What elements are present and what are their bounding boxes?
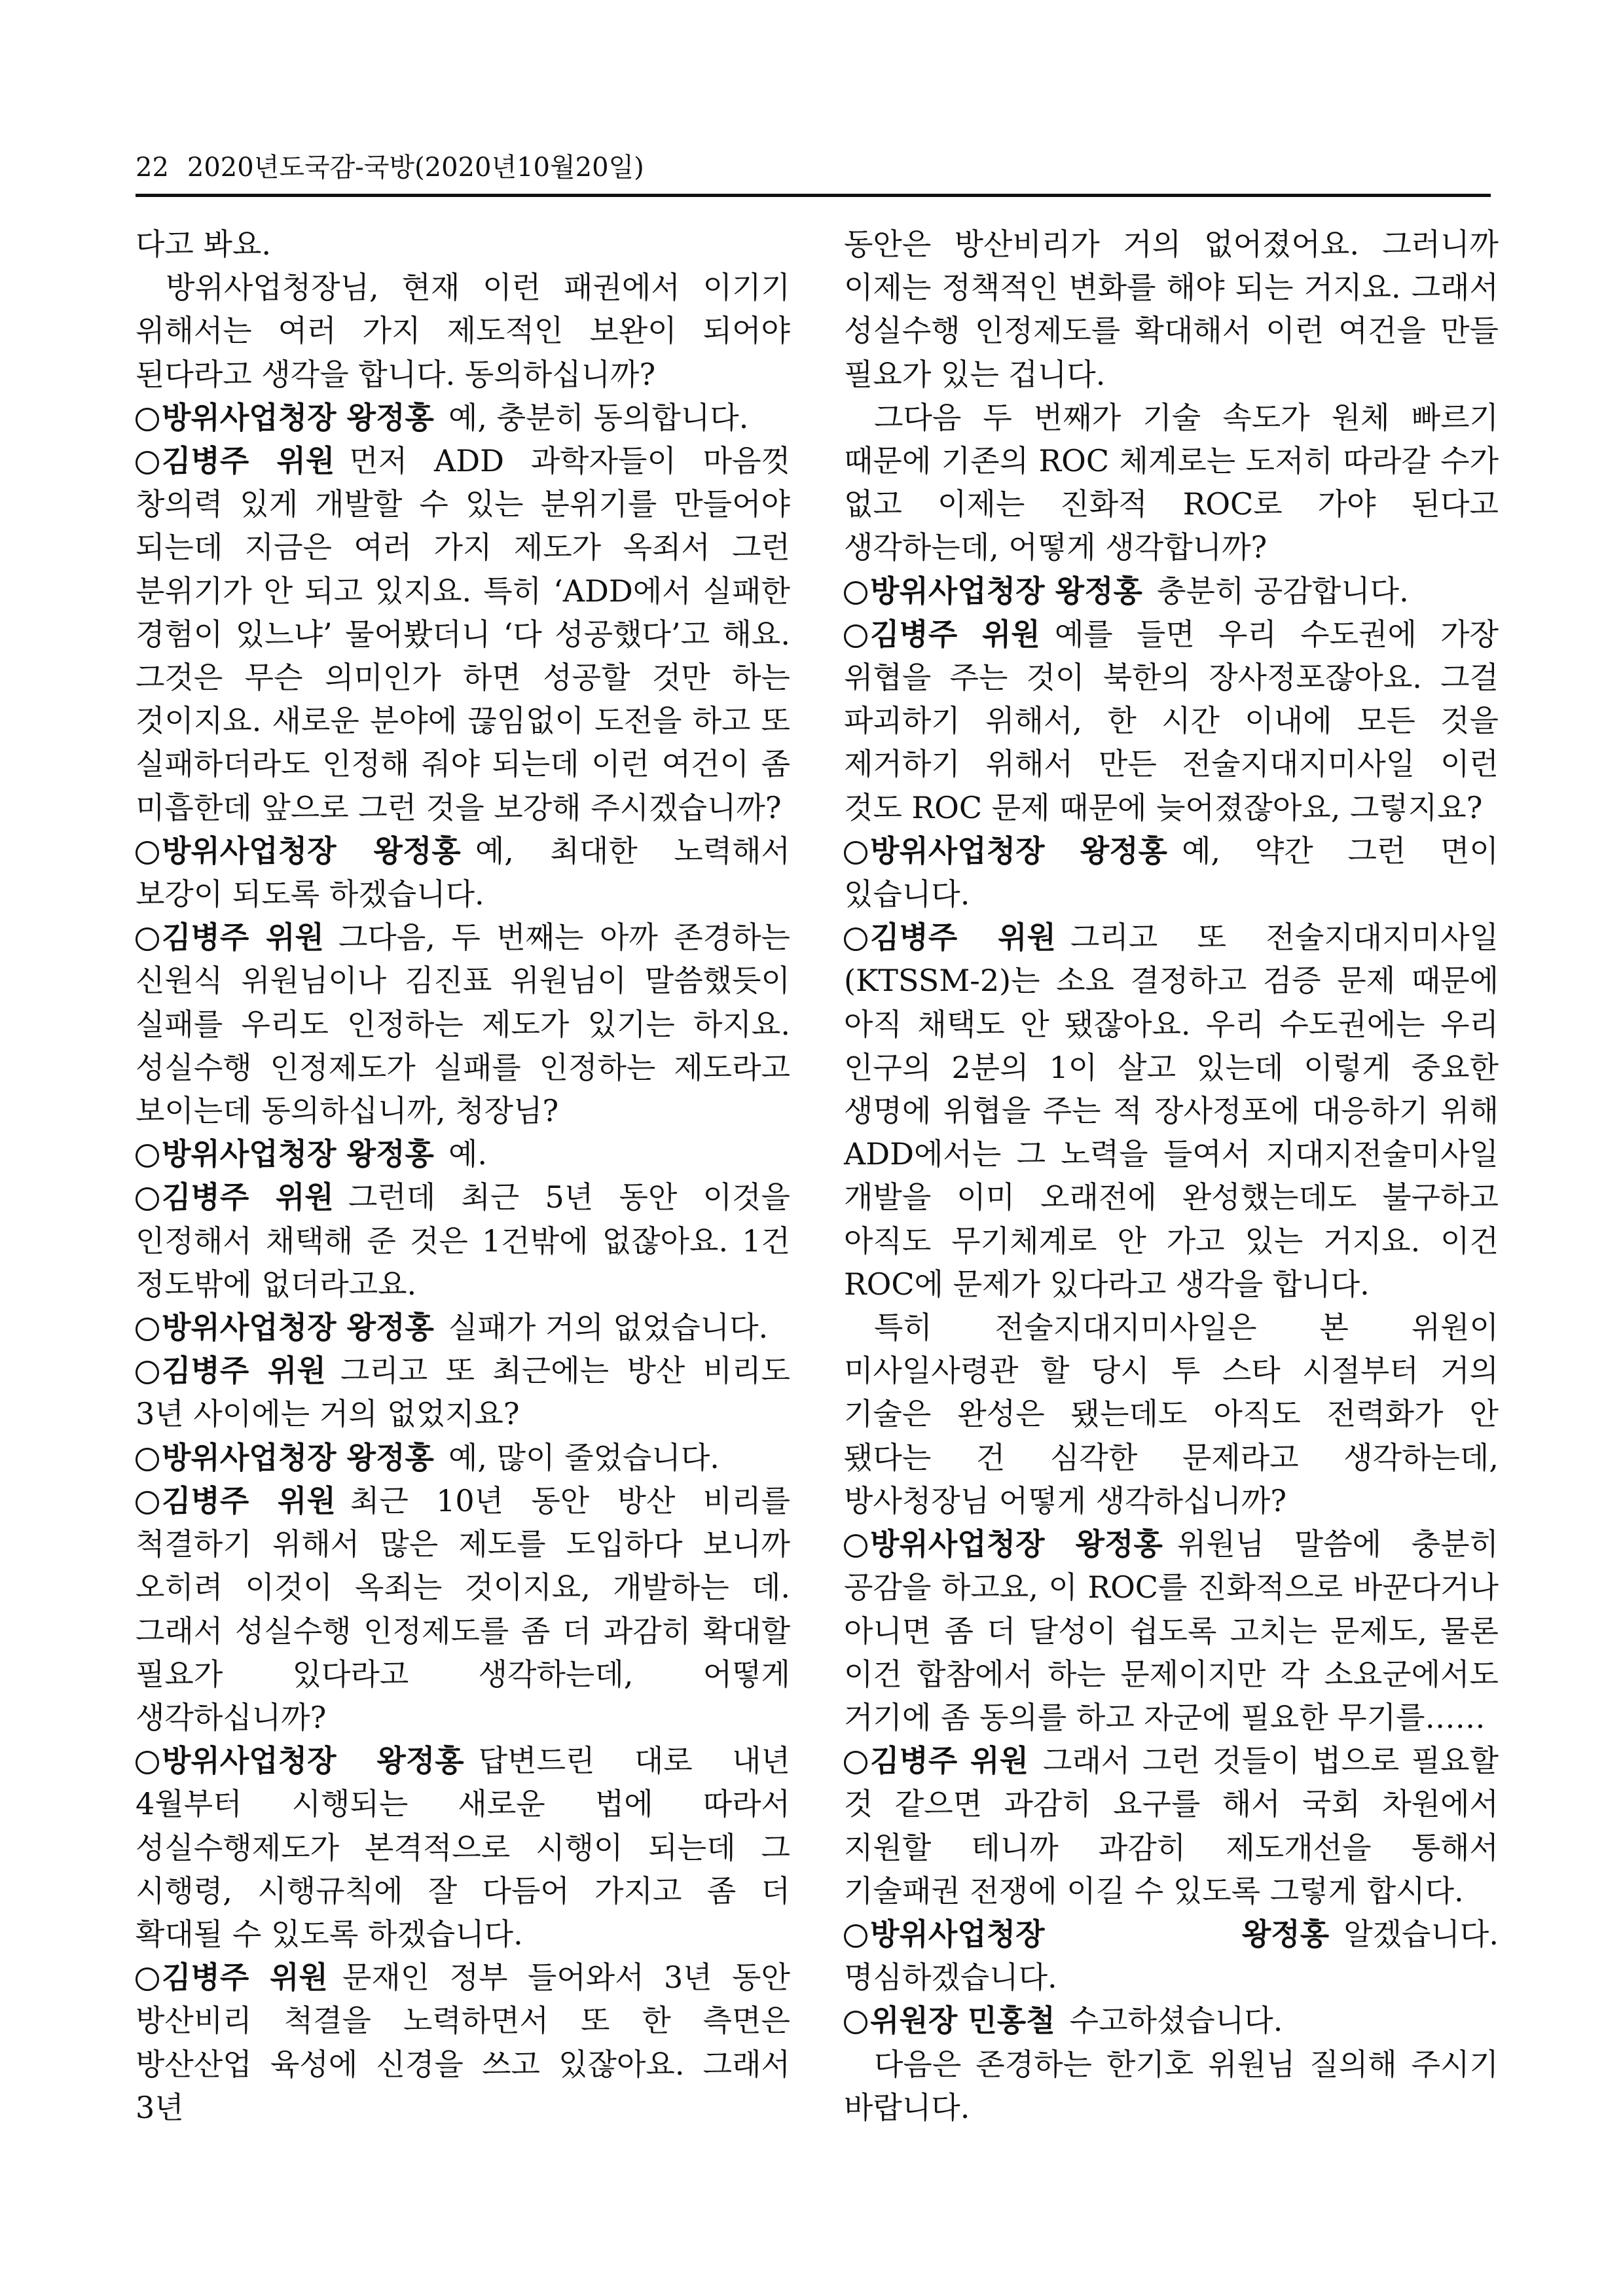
speech-paragraph	[844, 569, 1499, 613]
paragraph-text: 다고 봐요.	[136, 226, 271, 262]
header-divider	[136, 194, 1491, 197]
body-paragraph	[844, 1306, 1499, 1522]
speech-paragraph	[844, 829, 1499, 916]
speech-paragraph	[844, 1912, 1499, 1999]
left-column	[136, 223, 790, 2129]
speaker-circle-mark	[136, 451, 159, 475]
speaker-name: 방위사업청장 왕정홍	[870, 833, 1168, 869]
paragraph-text: 충분히 공감합니다.	[1156, 573, 1409, 609]
speech-paragraph	[136, 916, 790, 1132]
speaker-name: 김병주 위원	[162, 1179, 334, 1215]
right-column	[844, 223, 1499, 2129]
paragraph-text: 알겠습니다. 명심하겠습니다.	[844, 1916, 1499, 1996]
header-title: 2020년도국감-국방(2020년10월20일)	[187, 152, 644, 183]
paragraph-text: 예.	[448, 1136, 488, 1172]
speaker-name: 방위사업청장 왕정홍	[162, 1136, 434, 1172]
speaker-name: 방위사업청장 왕정홍	[162, 1310, 434, 1346]
speech-paragraph	[136, 396, 790, 439]
paragraph-text: 동안은 방산비리가 거의 없어졌어요. 그러니까 이제는 정책적인 변화를 해야 되는 거지요. 그래서 성실수행 인정제도를 확대해서 이런 여건을 만들 필요가 있는 겁니다.	[844, 226, 1499, 392]
speaker-circle-mark	[136, 927, 159, 951]
paragraph-text: 특히 전술지대지미사일은 본 위원이 미사일사령관 할 당시 투 스타 시절부터 거의 기술은 완성은 됐는데도 아직도 전력화가 안 됐다는 건 심각한 문제라고 생각하는데, 방사청장님 어떻게 생각하십니까?	[844, 1310, 1499, 1518]
speaker-name: 위원장 민홍철	[870, 2003, 1055, 2039]
speaker-circle-mark	[844, 581, 867, 605]
paragraph-text: 그래서 그런 것들이 법으로 필요할 것 같으면 과감히 요구를 해서 국회 차원에서 지원할 테니까 과감히 제도개선을 통해서 기술패권 전쟁에 이길 수 있도록 그렇게 합시다.	[844, 1743, 1499, 1909]
speaker-circle-mark	[136, 1448, 159, 1471]
speaker-circle-mark	[136, 1144, 159, 1168]
body-paragraph	[844, 396, 1499, 569]
speaker-circle-mark	[136, 1187, 159, 1211]
paragraph-text: 실패가 거의 없었습니다.	[448, 1310, 769, 1346]
paragraph-text: 다음은 존경하는 한기호 위원님 질의해 주시기 바랍니다.	[844, 2046, 1499, 2125]
speech-paragraph	[136, 1306, 790, 1349]
speaker-circle-mark	[136, 841, 159, 865]
speech-paragraph	[136, 1349, 790, 1435]
body-paragraph	[844, 2043, 1499, 2129]
speaker-name: 김병주 위원	[162, 920, 324, 956]
paragraph-text: 위원님 말씀에 충분히 공감을 하고요, 이 ROC를 진화적으로 바꾼다거나 아니면 좀 더 달성이 쉽도록 고치는 문제도, 물론 이건 합참에서 하는 문제이지만 각 소요군에서도 거기에 좀 동의를 하고 자군에 필요한 무기를……	[844, 1526, 1499, 1735]
speaker-circle-mark	[136, 1491, 159, 1515]
speaker-circle-mark	[844, 2011, 867, 2034]
speaker-circle-mark	[844, 1534, 867, 1558]
speech-paragraph	[136, 1956, 790, 2129]
speech-paragraph	[844, 613, 1499, 829]
paragraph-text: 수고하셨습니다.	[1069, 2003, 1283, 2039]
speaker-name: 방위사업청장 왕정홍	[870, 573, 1142, 609]
speaker-circle-mark	[136, 408, 159, 431]
speech-paragraph	[136, 1132, 790, 1175]
speaker-name: 김병주 위원	[162, 1482, 336, 1518]
speech-paragraph	[136, 1739, 790, 1956]
speaker-name: 김병주 위원	[162, 1353, 326, 1389]
paragraph-text: 그다음 두 번째가 기술 속도가 원체 빠르기 때문에 기존의 ROC 체계로는 도저히 따라갈 수가 없고 이제는 진화적 ROC로 가야 된다고 생각하는데, 어떻게 생각합니까?	[844, 399, 1499, 565]
speaker-circle-mark	[844, 927, 867, 951]
paragraph-text: 예를 들면 우리 수도권에 가장 위협을 주는 것이 북한의 장사정포잖아요. 그걸 파괴하기 위해서, 한 시간 이내에 모든 것을 제거하기 위해서 만든 전술지대지미사일 이런 것도 ROC 문제 때문에 늦어졌잖아요, 그렇지요?	[844, 616, 1499, 825]
paragraph-text: 예, 약간 그런 면이 있습니다.	[844, 833, 1499, 912]
page-header	[136, 149, 1491, 186]
speaker-name: 방위사업청장 왕정홍	[162, 1439, 434, 1475]
speech-paragraph	[844, 1522, 1499, 1739]
speaker-name: 김병주 위원	[162, 1960, 328, 1996]
speech-paragraph	[136, 439, 790, 829]
paragraph-text: 답변드린 대로 내년 4월부터 시행되는 새로운 법에 따라서 성실수행제도가 본격적으로 시행이 되는데 그 시행령, 시행규칙에 잘 다듬어 가지고 좀 더 확대될 수 있도록 하겠습니다.	[136, 1743, 790, 1952]
paragraph-text: 최근 10년 동안 방산 비리를 척결하기 위해서 많은 제도를 도입하다 보니까 오히려 이것이 옥죄는 것이지요, 개발하는 데. 그래서 성실수행 인정제도를 좀 더 과감히 확대할 필요가 있다라고 생각하는데, 어떻게 생각하십니까?	[136, 1482, 790, 1735]
speech-paragraph	[844, 1739, 1499, 1912]
speaker-circle-mark	[844, 624, 867, 648]
paragraph-text: 그리고 또 최근에는 방산 비리도 3년 사이에는 거의 없었지요?	[136, 1353, 790, 1432]
speaker-circle-mark	[136, 1318, 159, 1341]
speech-paragraph	[844, 1999, 1499, 2042]
speaker-name: 방위사업청장 왕정홍	[162, 1743, 464, 1779]
body-paragraph	[136, 223, 790, 266]
speaker-circle-mark	[136, 1967, 159, 1991]
speaker-circle-mark	[136, 1751, 159, 1774]
speech-paragraph	[136, 829, 790, 916]
speaker-name: 김병주 위원	[870, 1743, 1029, 1779]
speaker-circle-mark	[844, 1751, 867, 1774]
paragraph-text: 먼저 ADD 과학자들이 마음껏 창의력 있게 개발할 수 있는 분위기를 만들어야 되는데 지금은 여러 가지 제도가 옥죄서 그런 분위기가 안 되고 있지요. 특히 ‘ADD에서 실패한 경험이 있느냐’ 물어봤더니 ‘다 성공했다’고 해요. 그것은 무슨 의미인가 하면 성공할 것만 하는 것이지요. 새로운 분야에 끊임없이 도전을 하고 또 실패하더라도 인정해 줘야 되는데 이런 여건이 좀 미흡한데 앞으로 그런 것을 보강해 주시겠습니까?	[136, 443, 790, 825]
speaker-name: 방위사업청장 왕정홍	[162, 833, 461, 869]
paragraph-text: 그런데 최근 5년 동안 이것을 인정해서 채택해 준 것은 1건밖에 없잖아요. 1건 정도밖에 없더라고요.	[136, 1179, 790, 1302]
speech-paragraph	[136, 1175, 790, 1306]
paragraph-text: 그리고 또 전술지대지미사일(KTSSM-2)는 소요 결정하고 검증 문제 때문에 아직 채택도 안 됐잖아요. 우리 수도권에는 우리 인구의 2분의 1이 살고 있는데 이렇게 중요한 생명에 위협을 주는 적 장사정포에 대응하기 위해 ADD에서는 그 노력을 들여서 지대지전술미사일 개발을 이미 오래전에 완성했는데도 불구하고 아직도 무기체계로 안 가고 있는 거지요. 이건 ROC에 문제가 있다라고 생각을 합니다.	[844, 920, 1499, 1302]
paragraph-text: 그다음, 두 번째는 아까 존경하는 신원식 위원님이나 김진표 위원님이 말씀했듯이 실패를 우리도 인정하는 제도가 있기는 하지요. 성실수행 인정제도가 실패를 인정하는 제도라고 보이는데 동의하십니까, 청장님?	[136, 920, 790, 1129]
speaker-name: 방위사업청장 왕정홍	[870, 1526, 1163, 1562]
speaker-name: 김병주 위원	[162, 443, 335, 479]
paragraph-text: 예, 최대한 노력해서 보강이 되도록 하겠습니다.	[136, 833, 790, 912]
speaker-circle-mark	[844, 841, 867, 865]
speaker-name: 김병주 위원	[870, 616, 1040, 652]
speaker-name: 방위사업청장 왕정홍	[870, 1916, 1330, 1952]
paragraph-text: 예, 충분히 동의합니다.	[448, 399, 749, 435]
speech-paragraph	[844, 916, 1499, 1306]
speaker-circle-mark	[136, 1361, 159, 1384]
paragraph-text: 방위사업청장님, 현재 이런 패권에서 이기기 위해서는 여러 가지 제도적인 보완이 되어야 된다라고 생각을 합니다. 동의하십니까?	[136, 270, 790, 392]
speaker-name: 방위사업청장 왕정홍	[162, 399, 434, 435]
body-paragraph	[136, 266, 790, 396]
page-number: 22	[136, 152, 169, 183]
paragraph-text: 문재인 정부 들어와서 3년 동안 방산비리 척결을 노력하면서 또 한 측면은 방산산업 육성에 신경을 쓰고 있잖아요. 그래서 3년	[136, 1960, 790, 2125]
speech-paragraph	[136, 1479, 790, 1739]
speaker-circle-mark	[844, 1924, 867, 1948]
paragraph-text: 예, 많이 줄었습니다.	[448, 1439, 720, 1475]
speaker-name: 김병주 위원	[870, 920, 1056, 956]
speech-paragraph	[136, 1436, 790, 1479]
body-paragraph	[844, 223, 1499, 396]
